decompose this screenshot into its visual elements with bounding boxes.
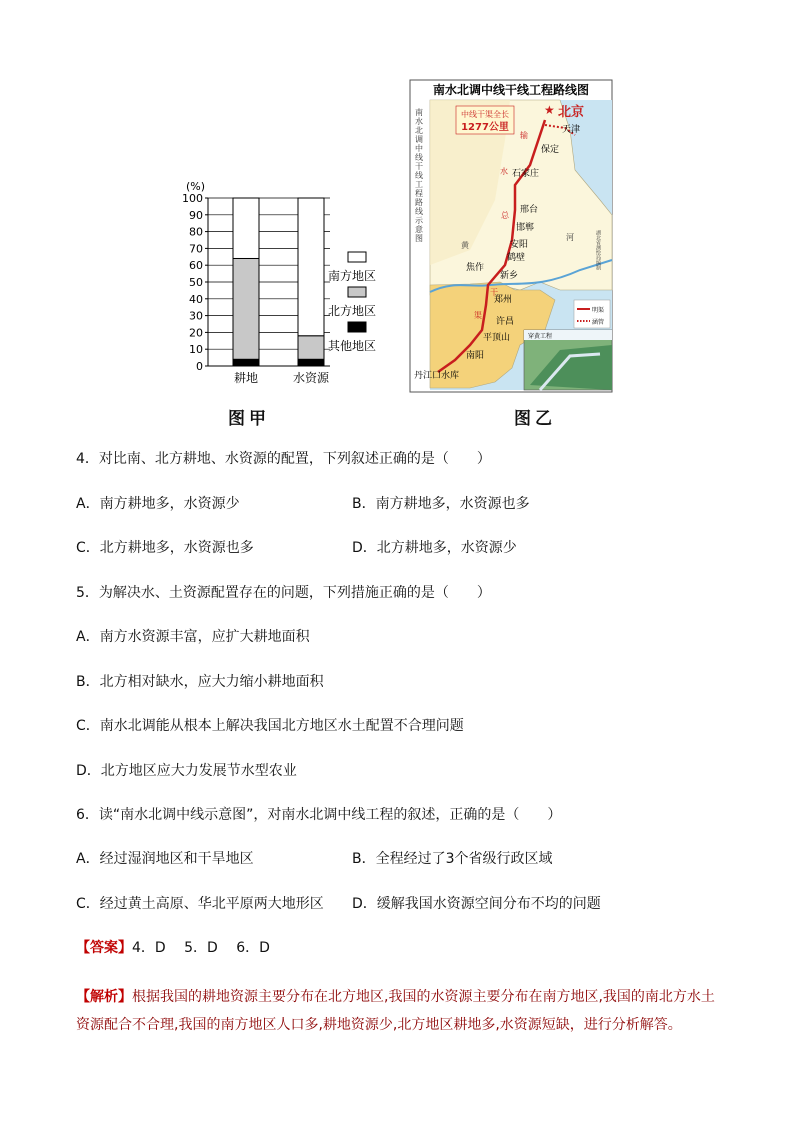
q6-option-c[interactable]: C．经过黄土高原、华北平原两大地形区 xyxy=(76,896,324,912)
q5-option-a[interactable]: A．南方水资源丰富，应扩大耕地面积 xyxy=(76,629,310,645)
x-category-label: 水资源 xyxy=(292,371,330,385)
question-4-stem: 4．对比南、北方耕地、水资源的配置，下列叙述正确的是（ ） xyxy=(76,451,491,467)
city-danjiangkou: 丹江口水库 xyxy=(414,371,460,381)
map-legend-canal: 明渠 xyxy=(592,307,605,314)
q5-option-d[interactable]: D．北方地区应大力发展节水型农业 xyxy=(76,763,297,779)
q5-option-b[interactable]: B．北方相对缺水，应大力缩小耕地面积 xyxy=(76,674,324,690)
legend-label: 其他地区 xyxy=(328,339,377,353)
y-tick-label: 90 xyxy=(189,208,203,222)
q4-option-a[interactable]: A．南方耕地多，水资源少 xyxy=(76,496,240,512)
length-note-2: 1277公里 xyxy=(461,122,509,133)
city-zhengzhou: 郑州 xyxy=(494,295,513,305)
route-char-5: 渠 xyxy=(474,311,482,320)
city-handan: 邯郸 xyxy=(516,223,535,233)
explanation-text: 根据我国的耕地资源主要分布在北方地区,我国的水资源主要分布在南方地区,我国的南北方水土资源配合不合理,我国的南方地区人口多,耕地资源少,北方地区耕地多,水资源短缺，进行分析解答。 xyxy=(76,989,715,1033)
explanation-paragraph xyxy=(76,983,716,1039)
answer-text: 4．D 5．D 6．D xyxy=(132,940,270,956)
route-char-4: 干 xyxy=(490,288,498,297)
city-baoding: 保定 xyxy=(541,145,560,155)
route-char-2: 水 xyxy=(500,167,508,176)
map-title: 南水北调中线干线工程路线图 xyxy=(432,83,590,97)
question-6-stem: 6．读“南水北调中线示意图”，对南水北调中线工程的叙述，正确的是（ ） xyxy=(76,807,562,823)
legend-label: 北方地区 xyxy=(328,304,377,318)
x-category-label: 耕地 xyxy=(233,371,259,385)
city-xuchang: 许昌 xyxy=(496,317,515,327)
river-char-1: 黄 xyxy=(461,241,469,250)
q4-option-d[interactable]: D．北方耕地多，水资源少 xyxy=(352,540,517,556)
y-tick-label: 20 xyxy=(189,326,203,340)
river-char-2: 河 xyxy=(566,233,574,242)
map-legend-culvert: 涵管 xyxy=(592,319,605,326)
answer-line xyxy=(76,938,270,958)
length-note-1: 中线干渠全长 xyxy=(461,110,509,119)
y-tick-label: 70 xyxy=(189,242,203,256)
city-pingdingshan: 平顶山 xyxy=(483,333,511,343)
figures-area xyxy=(0,0,794,430)
city-jiaozuo: 焦作 xyxy=(466,263,485,273)
city-xingtai: 邢台 xyxy=(520,205,539,215)
y-tick-label: 100 xyxy=(182,192,203,205)
q4-option-b[interactable]: B．南方耕地多，水资源也多 xyxy=(352,496,530,512)
q6-option-d[interactable]: D．缓解我国水资源空间分布不均的问题 xyxy=(352,896,601,912)
y-tick-label: 10 xyxy=(189,343,203,357)
q6-option-a[interactable]: A．经过湿润地区和干旱地区 xyxy=(76,851,254,867)
q6-option-b[interactable]: B．全程经过了3个省级行政区域 xyxy=(352,851,553,867)
route-char-1: 输 xyxy=(520,131,528,140)
city-xinxiang: 新乡 xyxy=(500,271,519,281)
y-tick-label: 30 xyxy=(189,309,203,323)
figure-yi-map xyxy=(0,0,794,400)
city-tianjin: 天津 xyxy=(562,125,581,135)
city-hebi: 鹤壁 xyxy=(507,253,526,263)
q5-option-c[interactable]: C．南水北调能从根本上解决我国北方地区水土配置不合理问题 xyxy=(76,718,464,734)
y-tick-label: 0 xyxy=(196,360,203,373)
y-tick-label: 40 xyxy=(189,292,203,306)
q4-option-c[interactable]: C．北方耕地多，水资源也多 xyxy=(76,540,254,556)
beijing-star: ★ xyxy=(544,103,555,117)
city-beijing: 北京 xyxy=(558,105,585,120)
photo-label: 穿黄工程 xyxy=(528,333,553,340)
city-shijiazhuang: 石家庄 xyxy=(512,169,540,179)
route-char-3: 总 xyxy=(501,211,509,220)
y-tick-label: 60 xyxy=(189,259,203,273)
y-unit-label: (%) xyxy=(186,180,206,193)
legend-label: 南方地区 xyxy=(328,269,377,283)
answer-tag: 【答案】 xyxy=(76,940,132,956)
y-tick-label: 80 xyxy=(189,225,203,239)
map-side-title: 南水北调中线干线工程路线示意图 xyxy=(414,108,424,243)
city-nanyang: 南阳 xyxy=(466,351,485,361)
question-5-stem: 5．为解决水、土资源配置存在的问题，下列措施正确的是（ ） xyxy=(76,585,491,601)
figure-yi-caption: 图乙 xyxy=(514,409,556,429)
explanation-tag: 【解析】 xyxy=(76,989,132,1005)
city-anyang: 安阳 xyxy=(510,240,529,250)
y-tick-label: 50 xyxy=(189,276,203,289)
map-credit: 湖北省测绘局编制 xyxy=(595,230,601,270)
figure-jia-caption: 图甲 xyxy=(228,409,270,429)
